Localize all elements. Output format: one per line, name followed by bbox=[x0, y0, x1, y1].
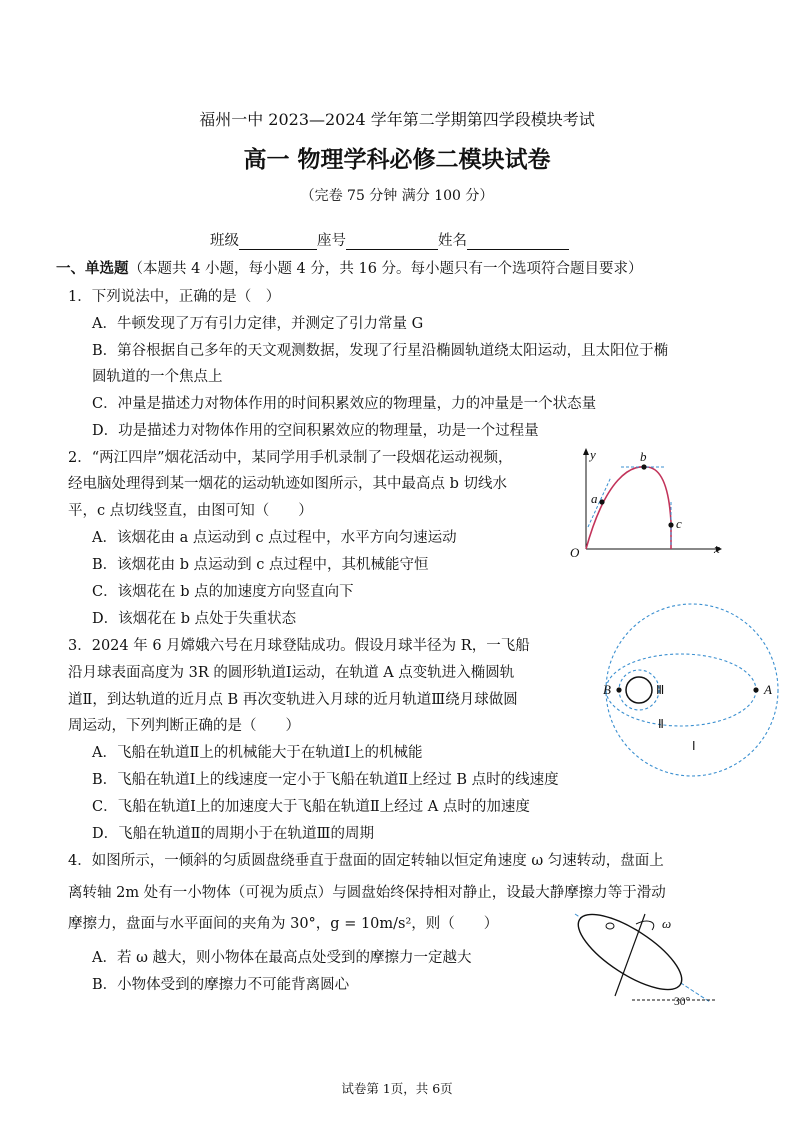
q3-stem-line1: 3．2024 年 6 月嫦娥六号在月球登陆成功。假设月球半径为 R，一飞船 bbox=[68, 638, 530, 654]
q1-stem: 1．下列说法中，正确的是（ ） bbox=[68, 289, 281, 305]
q3-option-a: A．飞船在轨道Ⅱ上的机械能大于在轨道Ⅰ上的机械能 bbox=[92, 745, 423, 761]
page-footer: 试卷第 1页，共 6页 bbox=[341, 1081, 453, 1096]
school-title: 福州一中 2023—2024 学年第二学期第四学段模块考试 bbox=[199, 110, 595, 129]
q2-option-d: D．该烟花在 b 点处于失重状态 bbox=[92, 611, 297, 627]
point-b-label: B bbox=[603, 682, 611, 697]
origin-label: O bbox=[570, 545, 580, 560]
tilted-disk bbox=[568, 901, 693, 1003]
q1-option-b-line2: 圆轨道的一个焦点上 bbox=[92, 369, 223, 385]
q3-stem-line3: 道Ⅱ，到达轨道的近月点 B 再次变轨进入月球的近月轨道Ⅲ绕月球做圆 bbox=[68, 692, 518, 708]
q1-option-c: C．冲量是描述力对物体作用的时间积累效应的物理量，力的冲量是一个状态量 bbox=[92, 396, 597, 412]
exam-title: 高一 物理学科必修二模块试卷 bbox=[243, 147, 551, 173]
rotation-arrow bbox=[636, 921, 654, 930]
point-a-label: A bbox=[764, 682, 772, 697]
name-label: 姓名 bbox=[438, 233, 467, 249]
exam-subtitle: （完卷 75 分钟 满分 100 分） bbox=[300, 188, 494, 204]
q2-trajectory-figure bbox=[566, 447, 726, 562]
q1-option-b-line1: B．第谷根据自己多年的天文观测数据，发现了行星沿椭圆轨道绕太阳运动，且太阳位于椭 bbox=[92, 343, 669, 359]
angle-label: 30° bbox=[674, 996, 691, 1008]
omega-label: ω bbox=[662, 916, 672, 931]
q1-option-d: D．功是描述力对物体作用的空间积累效应的物理量，功是一个过程量 bbox=[92, 423, 539, 439]
orbit-1-label: Ⅰ bbox=[692, 739, 696, 753]
q1-option-a: A．牛顿发现了万有引力定律，并测定了引力常量 G bbox=[92, 316, 424, 332]
point-b bbox=[641, 464, 646, 469]
orbit-2-label: Ⅱ bbox=[658, 717, 664, 731]
section-heading bbox=[56, 257, 643, 278]
q4-stem-line3: 摩擦力，盘面与水平面间的夹角为 30°，g = 10m/s²，则（ ） bbox=[68, 916, 499, 932]
point-a-label: a bbox=[591, 491, 598, 506]
y-axis-label: y bbox=[590, 447, 596, 462]
point-a bbox=[599, 499, 604, 504]
q4-stem-line1: 4．如图所示，一倾斜的匀质圆盘绕垂直于盘面的固定转轴以恒定角速度 ω 匀速转动，盘面上 bbox=[68, 853, 664, 869]
section-title: 一、单选题 bbox=[56, 261, 129, 277]
q2-option-c: C．该烟花在 b 点的加速度方向竖直向下 bbox=[92, 584, 354, 600]
class-label: 班级 bbox=[210, 233, 239, 249]
q3-orbit-figure bbox=[592, 626, 782, 756]
q2-option-a: A．该烟花由 a 点运动到 c 点过程中，水平方向匀速运动 bbox=[92, 530, 457, 546]
moon bbox=[626, 677, 652, 703]
x-axis-label: x bbox=[714, 541, 720, 556]
point-c bbox=[668, 522, 673, 527]
q4-stem-line2: 离转轴 2m 处有一小物体（可视为质点）与圆盘始终保持相对静止，设最大静摩擦力等于滑动 bbox=[68, 885, 666, 901]
q2-stem-line2: 经电脑处理得到某一烟花的运动轨迹如图所示，其中最高点 b 切线水 bbox=[68, 476, 507, 492]
student-info-row bbox=[210, 229, 569, 250]
point-b bbox=[616, 687, 621, 692]
class-field[interactable] bbox=[239, 234, 317, 250]
q2-stem-line1: 2．“两江四岸”烟花活动中，某同学用手机录制了一段烟花运动视频， bbox=[68, 450, 513, 466]
q3-stem-line2: 沿月球表面高度为 3R 的圆形轨道Ⅰ运动，在轨道 A 点变轨进入椭圆轨 bbox=[68, 665, 515, 681]
point-b-label: b bbox=[640, 449, 647, 464]
q3-option-d: D．飞船在轨道Ⅱ的周期小于在轨道Ⅲ的周期 bbox=[92, 826, 374, 842]
q4-disk-figure bbox=[570, 906, 720, 1008]
seat-field[interactable] bbox=[346, 234, 438, 250]
name-field[interactable] bbox=[467, 234, 569, 250]
point-c-label: c bbox=[676, 516, 682, 531]
point-a bbox=[753, 687, 758, 692]
seat-label: 座号 bbox=[317, 233, 346, 249]
section-note: （本题共 4 小题，每小题 4 分，共 16 分。每小题只有一个选项符合题目要求） bbox=[128, 261, 643, 277]
q4-option-a: A．若 ω 越大，则小物体在最高点处受到的摩擦力一定越大 bbox=[92, 950, 472, 966]
q4-option-b: B．小物体受到的摩擦力不可能背离圆心 bbox=[92, 977, 350, 993]
q3-option-c: C．飞船在轨道Ⅰ上的加速度大于飞船在轨道Ⅱ上经过 A 点时的加速度 bbox=[92, 799, 530, 815]
small-object bbox=[606, 923, 614, 929]
q2-stem-line3: 平，c 点切线竖直，由图可知（ ） bbox=[68, 503, 313, 519]
orbit-3-label: Ⅲ bbox=[656, 683, 665, 697]
firework-trajectory bbox=[586, 467, 671, 549]
q3-stem-line4: 周运动，下列判断正确的是（ ） bbox=[68, 718, 300, 734]
q3-option-b: B．飞船在轨道Ⅰ上的线速度一定小于飞船在轨道Ⅱ上经过 B 点时的线速度 bbox=[92, 772, 559, 788]
q2-option-b: B．该烟花由 b 点运动到 c 点过程中，其机械能守恒 bbox=[92, 557, 429, 573]
y-axis-arrow-icon bbox=[583, 448, 589, 455]
